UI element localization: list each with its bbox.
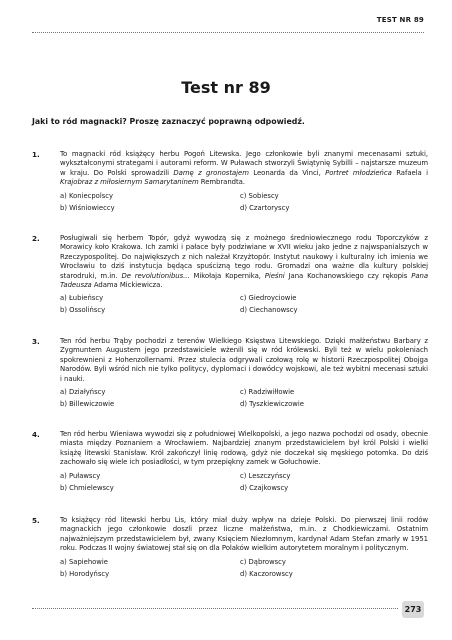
text-part: To magnacki ród książęcy herbu Pogoń Litewska. Jego członkowie byli znanymi mecenasami sztuki, wykształconymi strategami i autorami reform. W Puławach stworzyli Świątynię Sybilli – najstarsze muzeum w kraju. Do Polski sprowadzili (60, 150, 428, 177)
answer-option[interactable]: c) Giedroyciowie (240, 294, 297, 303)
answer-option[interactable]: c) Sobiescy (240, 191, 279, 200)
answer-option[interactable]: b) Ossolińscy (60, 306, 106, 315)
text-part: Adama Mickiewicza. (91, 281, 163, 290)
answer-options (60, 192, 428, 212)
page-title: Test nr 89 (181, 78, 271, 97)
text-part: Jana Kochanowskiego czy rękopis (284, 271, 412, 280)
answer-option[interactable]: b) Billewiczowie (60, 400, 115, 409)
answer-option[interactable]: a) Sapiehowie (60, 557, 108, 566)
question-number: 1. (32, 150, 40, 159)
text-part-italic: Pieśni (264, 271, 285, 280)
question-2 (32, 234, 428, 314)
answer-option[interactable]: d) Ciechanowscy (240, 306, 298, 315)
instruction-text: Jaki to ród magnacki? Proszę zaznaczyć poprawną odpowiedź. (32, 117, 305, 126)
question-3 (32, 337, 428, 408)
question-5 (32, 516, 428, 578)
answer-option[interactable]: d) Czartoryscy (240, 203, 290, 212)
page-number: 273 (402, 601, 424, 618)
question-1 (32, 150, 428, 212)
text-part: Leonarda da Vinci, (248, 168, 326, 177)
question-text (60, 516, 428, 554)
answer-option[interactable]: a) Łubieńscy (60, 294, 104, 303)
text-part: Ten ród herbu Trąby pochodzi z terenów Wielkiego Księstwa Litewskiego. Dzięki małżeństwu Barbary z Zygmuntem Augustem jego przedstawiciele wżenili się w ród królewski. Byli też w wielu pokoleniach spokrewnieni z Hohenzollernami. Przez stulecia odgrywali czołową rolę w historii Rzeczpospolitej Obojga Narodów. Byli wśród nich nie tylko politycy, dyplomaci i dowódcy wojskowi, ale też wybitni mecenasi sztuki i nauki. (60, 337, 428, 383)
question-number: 5. (32, 516, 40, 525)
text-part-italic: Damę z gronostajem (173, 168, 249, 177)
answer-options (60, 294, 428, 314)
question-text (60, 430, 428, 468)
question-4 (32, 430, 428, 492)
text-part-italic: Portret młodzieńca (325, 168, 392, 177)
text-part-italic: Krajobraz z miłosiernym Samarytaninem (60, 178, 199, 187)
text-part-italic: Pana Tadeusza (60, 271, 429, 290)
question-text (60, 337, 428, 384)
answer-option[interactable]: d) Kaczorowscy (240, 569, 293, 578)
answer-option[interactable]: a) Działyńscy (60, 388, 106, 397)
answer-option[interactable]: d) Czajkowscy (240, 483, 289, 492)
answer-option[interactable]: a) Puławscy (60, 471, 101, 480)
header-divider (32, 32, 424, 33)
text-part: Rembrandta. (198, 178, 245, 187)
answer-options (60, 558, 428, 578)
answer-option[interactable]: b) Horodyńscy (60, 569, 110, 578)
answer-options (60, 388, 428, 408)
text-part: Ten ród herbu Wieniawa wywodzi się z południowej Wielkopolski, a jego nazwa pochodzi od osady, obecnie miasta między Poznaniem a Wrocławiem. Najbardziej znanym przedstawicielem był król Polski i wielki książę litewski Stanisław. Król zakończył linię rodową, gdyż nie doczekał się męskiego potomka. Do dziś zachowało się wiele ich posiadłości, w tym przepiękny zamek w Gołuchowie. (60, 430, 428, 467)
answer-option[interactable]: c) Dąbrowscy (240, 557, 286, 566)
text-part-italic: De revolutionibus... (121, 271, 190, 280)
answer-option[interactable]: b) Wiśniowieccy (60, 203, 115, 212)
text-part: Mikołaja Kopernika, (189, 271, 265, 280)
answer-option[interactable]: d) Tyszkiewiczowie (240, 400, 304, 409)
answer-option[interactable]: b) Chmielewscy (60, 483, 114, 492)
question-number: 4. (32, 430, 40, 439)
question-text (60, 234, 428, 290)
answer-option[interactable]: a) Koniecpolscy (60, 191, 114, 200)
question-number: 3. (32, 337, 40, 346)
answer-option[interactable]: c) Radziwiłłowie (240, 388, 295, 397)
answer-option[interactable]: c) Leszczyńscy (240, 471, 291, 480)
page-header-label: TEST NR 89 (376, 16, 424, 24)
footer-divider (32, 608, 398, 609)
text-part: Rafaela i (391, 168, 429, 177)
answer-options (60, 472, 428, 492)
question-text (60, 150, 428, 188)
text-part: To książęcy ród litewski herbu Lis, który miał duży wpływ na dzieje Polski. Do pierwszej linii rodów magnackich jego członkowie doszli przez liczne małżeństwa, m.in. z Chodkiewiczami. Ostatnim najważniejszym przedstawicielem był, zwany Księciem Niezłomnym, kardynał Adam Stefan zmarły w 1951 roku. Podczas II wojny światowej stał się on dla Polaków wielkim autorytetem moralnym i politycznym. (60, 516, 428, 553)
question-number: 2. (32, 234, 40, 243)
text-part: Posługiwali się herbem Topór, gdyż wywodzą się z możnego średniowiecznego rodu Toporczyków z Morawicy koło Krakowa. Ich zamki i pałace były podziwiane w XVII wieku jako jedne z najwspanialszych w Rzeczypospolitej. Do największych z nich należał Krzyżtopór. Instytut naukowy i kulturalny ich imienia we Wrocławiu to dziś instytucja będąca spuścizną tego rodu. Gromadzi ona ważne dla kultury polskiej starodruki, m.in. (60, 234, 428, 280)
